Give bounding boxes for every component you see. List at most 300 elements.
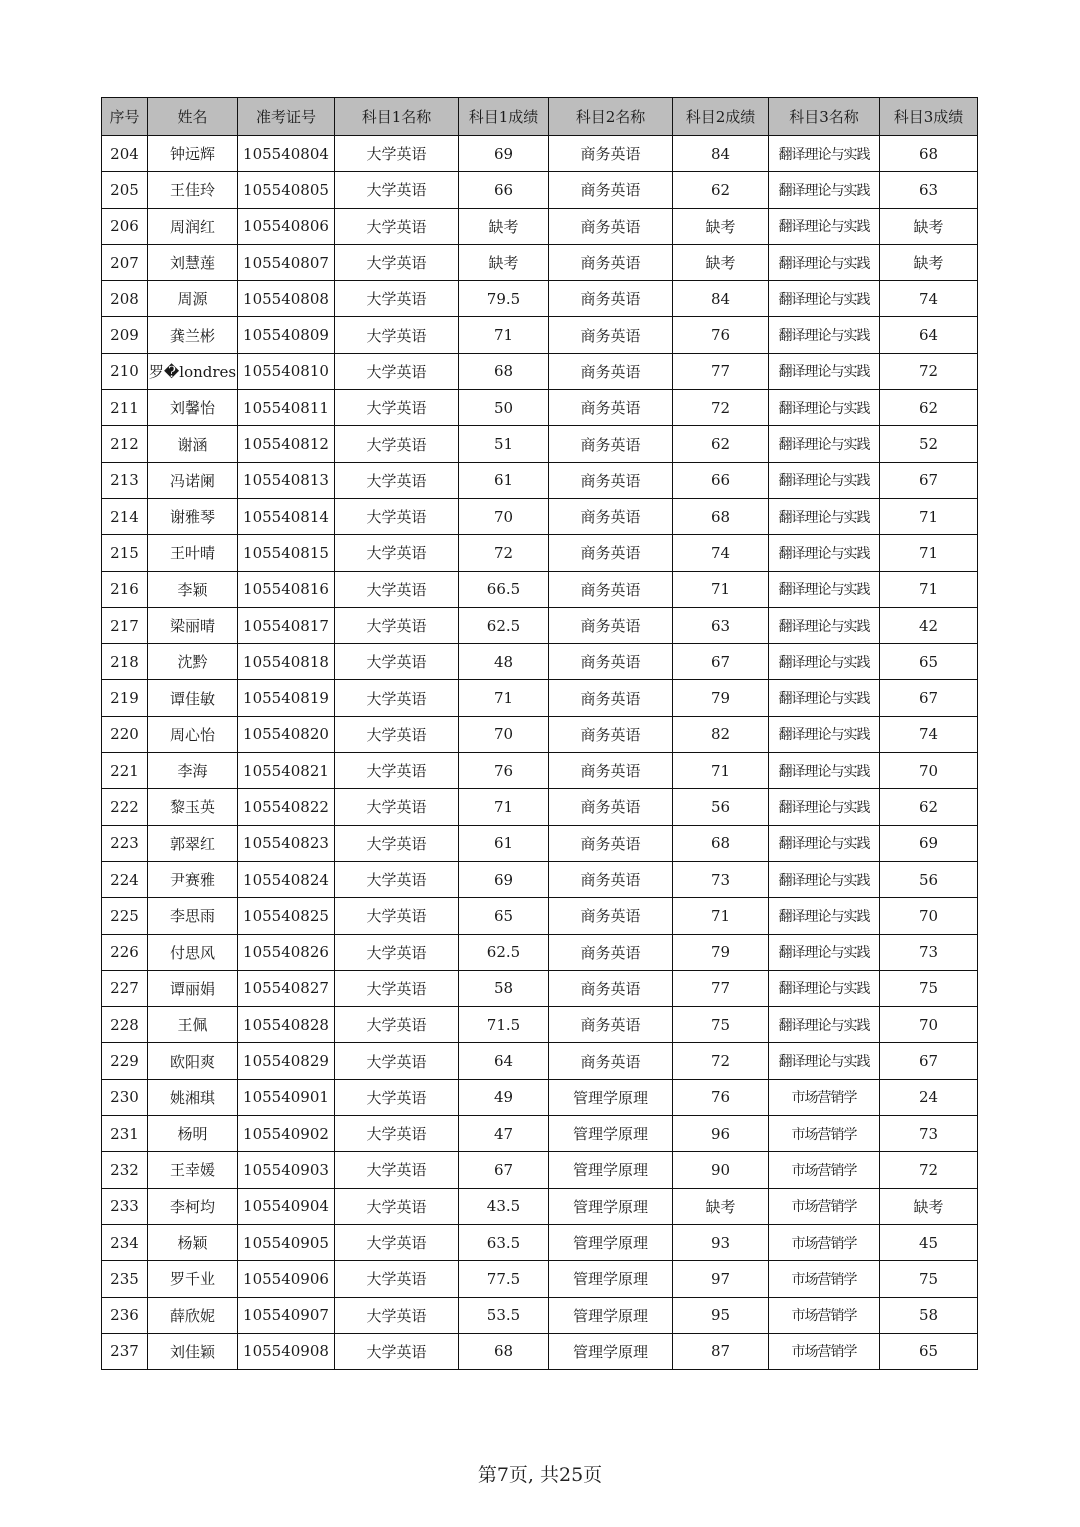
table-row	[102, 1297, 978, 1333]
subject3-score-cell: 70	[880, 1007, 978, 1043]
subject1-score-cell: 63.5	[459, 1224, 549, 1260]
subject1-score-cell: 66.5	[459, 571, 549, 607]
index-cell: 204	[102, 136, 148, 172]
subject2-name-cell: 管理学原理	[549, 1079, 673, 1115]
name-cell: 姚湘琪	[148, 1079, 238, 1115]
subject1-name-cell: 大学英语	[335, 1333, 459, 1369]
name-cell: 沈黔	[148, 644, 238, 680]
subject3-score-cell: 67	[880, 462, 978, 498]
subject3-name-cell: 市场营销学	[769, 1079, 880, 1115]
subject1-name-cell: 大学英语	[335, 317, 459, 353]
subject3-name-cell: 翻译理论与实践	[769, 498, 880, 534]
subject3-name-cell: 翻译理论与实践	[769, 1043, 880, 1079]
subject1-score-cell: 51	[459, 426, 549, 462]
index-cell: 225	[102, 898, 148, 934]
subject1-name-cell: 大学英语	[335, 1007, 459, 1043]
subject3-name-cell: 翻译理论与实践	[769, 426, 880, 462]
subject3-name-cell: 翻译理论与实践	[769, 898, 880, 934]
index-cell: 235	[102, 1261, 148, 1297]
index-cell: 207	[102, 244, 148, 280]
table-row	[102, 208, 978, 244]
table-row	[102, 1116, 978, 1152]
subject2-score-cell: 68	[673, 498, 769, 534]
subject3-score-cell: 71	[880, 535, 978, 571]
exam-id-cell: 105540824	[238, 861, 335, 897]
subject2-score-cell: 95	[673, 1297, 769, 1333]
name-cell: 王幸媛	[148, 1152, 238, 1188]
subject2-score-cell: 97	[673, 1261, 769, 1297]
table-row	[102, 934, 978, 970]
name-cell: 谢涵	[148, 426, 238, 462]
table-row	[102, 825, 978, 861]
subject3-score-cell: 42	[880, 607, 978, 643]
subject3-score-cell: 67	[880, 1043, 978, 1079]
subject1-name-cell: 大学英语	[335, 136, 459, 172]
subject2-score-cell: 87	[673, 1333, 769, 1369]
subject3-score-cell: 75	[880, 970, 978, 1006]
name-cell: 刘馨怡	[148, 390, 238, 426]
subject3-name-cell: 市场营销学	[769, 1188, 880, 1224]
subject1-score-cell: 缺考	[459, 208, 549, 244]
subject2-score-cell: 62	[673, 172, 769, 208]
subject1-score-cell: 76	[459, 753, 549, 789]
index-cell: 217	[102, 607, 148, 643]
subject3-name-cell: 翻译理论与实践	[769, 861, 880, 897]
index-cell: 223	[102, 825, 148, 861]
subject2-name-cell: 管理学原理	[549, 1188, 673, 1224]
subject1-name-cell: 大学英语	[335, 208, 459, 244]
subject1-name-cell: 大学英语	[335, 1079, 459, 1115]
subject2-name-cell: 商务英语	[549, 970, 673, 1006]
index-cell: 232	[102, 1152, 148, 1188]
table-row	[102, 281, 978, 317]
subject2-name-cell: 商务英语	[549, 753, 673, 789]
subject1-name-cell: 大学英语	[335, 1152, 459, 1188]
subject1-name-cell: 大学英语	[335, 281, 459, 317]
table-row	[102, 644, 978, 680]
subject3-score-cell: 63	[880, 172, 978, 208]
name-cell: 刘慧莲	[148, 244, 238, 280]
subject2-name-cell: 商务英语	[549, 1007, 673, 1043]
name-cell: 罗�londres	[148, 353, 238, 389]
subject2-name-cell: 管理学原理	[549, 1224, 673, 1260]
table-row	[102, 244, 978, 280]
subject2-name-cell: 商务英语	[549, 1043, 673, 1079]
subject2-score-cell: 67	[673, 644, 769, 680]
subject2-score-cell: 76	[673, 317, 769, 353]
subject1-score-cell: 77.5	[459, 1261, 549, 1297]
subject2-score-cell: 76	[673, 1079, 769, 1115]
index-cell: 211	[102, 390, 148, 426]
index-cell: 210	[102, 353, 148, 389]
subject2-name-cell: 商务英语	[549, 644, 673, 680]
subject2-name-cell: 商务英语	[549, 825, 673, 861]
table-row	[102, 136, 978, 172]
subject2-score-cell: 56	[673, 789, 769, 825]
subject2-name-cell: 管理学原理	[549, 1297, 673, 1333]
subject3-score-cell: 69	[880, 825, 978, 861]
subject1-score-cell: 68	[459, 1333, 549, 1369]
subject1-score-cell: 70	[459, 498, 549, 534]
exam-id-cell: 105540809	[238, 317, 335, 353]
header-cell-subject1-score: 科目1成绩	[459, 98, 549, 136]
subject1-score-cell: 71	[459, 789, 549, 825]
subject1-name-cell: 大学英语	[335, 498, 459, 534]
subject1-name-cell: 大学英语	[335, 753, 459, 789]
header-cell-index: 序号	[102, 98, 148, 136]
subject1-name-cell: 大学英语	[335, 825, 459, 861]
subject3-score-cell: 71	[880, 571, 978, 607]
subject3-name-cell: 市场营销学	[769, 1297, 880, 1333]
subject2-name-cell: 商务英语	[549, 244, 673, 280]
index-cell: 237	[102, 1333, 148, 1369]
exam-id-cell: 105540908	[238, 1333, 335, 1369]
subject3-score-cell: 67	[880, 680, 978, 716]
exam-id-cell: 105540821	[238, 753, 335, 789]
subject3-score-cell: 71	[880, 498, 978, 534]
subject2-score-cell: 66	[673, 462, 769, 498]
name-cell: 王叶晴	[148, 535, 238, 571]
table-row	[102, 571, 978, 607]
name-cell: 周润红	[148, 208, 238, 244]
subject1-name-cell: 大学英语	[335, 390, 459, 426]
subject3-name-cell: 市场营销学	[769, 1261, 880, 1297]
subject3-score-cell: 缺考	[880, 208, 978, 244]
table-row	[102, 1333, 978, 1369]
subject1-name-cell: 大学英语	[335, 1043, 459, 1079]
exam-id-cell: 105540817	[238, 607, 335, 643]
exam-id-cell: 105540826	[238, 934, 335, 970]
subject1-score-cell: 67	[459, 1152, 549, 1188]
name-cell: 王佳玲	[148, 172, 238, 208]
subject1-score-cell: 70	[459, 716, 549, 752]
subject2-name-cell: 管理学原理	[549, 1152, 673, 1188]
subject2-name-cell: 商务英语	[549, 535, 673, 571]
name-cell: 李海	[148, 753, 238, 789]
subject3-score-cell: 缺考	[880, 1188, 978, 1224]
name-cell: 李颖	[148, 571, 238, 607]
header-cell-subject3-name: 科目3名称	[769, 98, 880, 136]
subject3-score-cell: 24	[880, 1079, 978, 1115]
subject2-score-cell: 77	[673, 353, 769, 389]
name-cell: 谢雅琴	[148, 498, 238, 534]
index-cell: 231	[102, 1116, 148, 1152]
subject3-name-cell: 翻译理论与实践	[769, 353, 880, 389]
exam-id-cell: 105540905	[238, 1224, 335, 1260]
name-cell: 黎玉英	[148, 789, 238, 825]
table-row	[102, 1079, 978, 1115]
exam-id-cell: 105540805	[238, 172, 335, 208]
subject1-score-cell: 58	[459, 970, 549, 1006]
table-row	[102, 680, 978, 716]
subject3-name-cell: 翻译理论与实践	[769, 244, 880, 280]
index-cell: 218	[102, 644, 148, 680]
subject2-name-cell: 商务英语	[549, 281, 673, 317]
subject2-score-cell: 82	[673, 716, 769, 752]
subject3-score-cell: 73	[880, 1116, 978, 1152]
subject1-score-cell: 49	[459, 1079, 549, 1115]
subject3-name-cell: 翻译理论与实践	[769, 462, 880, 498]
subject2-score-cell: 缺考	[673, 208, 769, 244]
name-cell: 李柯均	[148, 1188, 238, 1224]
subject1-name-cell: 大学英语	[335, 1297, 459, 1333]
subject3-name-cell: 翻译理论与实践	[769, 390, 880, 426]
subject3-name-cell: 市场营销学	[769, 1152, 880, 1188]
exam-id-cell: 105540816	[238, 571, 335, 607]
name-cell: 杨颖	[148, 1224, 238, 1260]
subject1-score-cell: 53.5	[459, 1297, 549, 1333]
exam-id-cell: 105540807	[238, 244, 335, 280]
subject2-score-cell: 71	[673, 898, 769, 934]
subject2-score-cell: 68	[673, 825, 769, 861]
subject2-name-cell: 商务英语	[549, 462, 673, 498]
index-cell: 236	[102, 1297, 148, 1333]
index-cell: 229	[102, 1043, 148, 1079]
subject2-name-cell: 商务英语	[549, 898, 673, 934]
subject2-name-cell: 商务英语	[549, 571, 673, 607]
name-cell: 梁丽晴	[148, 607, 238, 643]
subject2-name-cell: 管理学原理	[549, 1116, 673, 1152]
header-cell-exam-id: 准考证号	[238, 98, 335, 136]
subject2-score-cell: 72	[673, 1043, 769, 1079]
table-row	[102, 1007, 978, 1043]
subject2-score-cell: 84	[673, 136, 769, 172]
subject1-name-cell: 大学英语	[335, 462, 459, 498]
table-row	[102, 607, 978, 643]
table-row	[102, 172, 978, 208]
subject2-name-cell: 商务英语	[549, 934, 673, 970]
subject1-name-cell: 大学英语	[335, 1261, 459, 1297]
subject1-score-cell: 缺考	[459, 244, 549, 280]
subject3-score-cell: 72	[880, 1152, 978, 1188]
subject2-score-cell: 缺考	[673, 1188, 769, 1224]
index-cell: 208	[102, 281, 148, 317]
exam-id-cell: 105540811	[238, 390, 335, 426]
subject1-name-cell: 大学英语	[335, 716, 459, 752]
exam-id-cell: 105540825	[238, 898, 335, 934]
subject3-score-cell: 65	[880, 1333, 978, 1369]
subject1-name-cell: 大学英语	[335, 1188, 459, 1224]
subject1-name-cell: 大学英语	[335, 970, 459, 1006]
exam-id-cell: 105540907	[238, 1297, 335, 1333]
index-cell: 206	[102, 208, 148, 244]
name-cell: 薛欣妮	[148, 1297, 238, 1333]
exam-id-cell: 105540906	[238, 1261, 335, 1297]
subject1-score-cell: 72	[459, 535, 549, 571]
score-table	[101, 97, 978, 1370]
name-cell: 尹赛雅	[148, 861, 238, 897]
subject3-name-cell: 翻译理论与实践	[769, 680, 880, 716]
subject3-name-cell: 翻译理论与实践	[769, 825, 880, 861]
exam-id-cell: 105540829	[238, 1043, 335, 1079]
subject2-name-cell: 商务英语	[549, 716, 673, 752]
subject2-score-cell: 84	[673, 281, 769, 317]
index-cell: 233	[102, 1188, 148, 1224]
name-cell: 付思风	[148, 934, 238, 970]
index-cell: 216	[102, 571, 148, 607]
name-cell: 杨明	[148, 1116, 238, 1152]
name-cell: 李思雨	[148, 898, 238, 934]
subject1-score-cell: 71	[459, 680, 549, 716]
subject1-score-cell: 62.5	[459, 607, 549, 643]
header-cell-subject2-score: 科目2成绩	[673, 98, 769, 136]
header-cell-subject3-score: 科目3成绩	[880, 98, 978, 136]
exam-id-cell: 105540827	[238, 970, 335, 1006]
subject2-name-cell: 管理学原理	[549, 1333, 673, 1369]
subject3-score-cell: 70	[880, 753, 978, 789]
subject2-score-cell: 96	[673, 1116, 769, 1152]
table-row	[102, 1261, 978, 1297]
subject2-score-cell: 74	[673, 535, 769, 571]
table-row	[102, 353, 978, 389]
header-cell-subject1-name: 科目1名称	[335, 98, 459, 136]
subject1-score-cell: 68	[459, 353, 549, 389]
index-cell: 221	[102, 753, 148, 789]
subject1-name-cell: 大学英语	[335, 898, 459, 934]
subject2-name-cell: 商务英语	[549, 317, 673, 353]
subject1-score-cell: 61	[459, 462, 549, 498]
table-row	[102, 535, 978, 571]
index-cell: 227	[102, 970, 148, 1006]
index-cell: 214	[102, 498, 148, 534]
subject2-name-cell: 商务英语	[549, 426, 673, 462]
table-row	[102, 898, 978, 934]
subject3-name-cell: 翻译理论与实践	[769, 789, 880, 825]
index-cell: 219	[102, 680, 148, 716]
subject3-name-cell: 翻译理论与实践	[769, 753, 880, 789]
subject1-score-cell: 64	[459, 1043, 549, 1079]
subject3-name-cell: 翻译理论与实践	[769, 970, 880, 1006]
index-cell: 213	[102, 462, 148, 498]
index-cell: 224	[102, 861, 148, 897]
subject2-score-cell: 71	[673, 571, 769, 607]
subject1-name-cell: 大学英语	[335, 172, 459, 208]
subject2-score-cell: 72	[673, 390, 769, 426]
subject1-score-cell: 71.5	[459, 1007, 549, 1043]
subject3-score-cell: 68	[880, 136, 978, 172]
subject3-name-cell: 翻译理论与实践	[769, 934, 880, 970]
exam-id-cell: 105540810	[238, 353, 335, 389]
header-cell-subject2-name: 科目2名称	[549, 98, 673, 136]
subject2-score-cell: 90	[673, 1152, 769, 1188]
exam-id-cell: 105540813	[238, 462, 335, 498]
subject1-name-cell: 大学英语	[335, 644, 459, 680]
subject2-name-cell: 商务英语	[549, 172, 673, 208]
subject3-name-cell: 翻译理论与实践	[769, 208, 880, 244]
subject2-score-cell: 73	[673, 861, 769, 897]
subject3-score-cell: 70	[880, 898, 978, 934]
exam-id-cell: 105540808	[238, 281, 335, 317]
subject1-score-cell: 62.5	[459, 934, 549, 970]
subject1-name-cell: 大学英语	[335, 1224, 459, 1260]
index-cell: 205	[102, 172, 148, 208]
subject3-name-cell: 翻译理论与实践	[769, 644, 880, 680]
subject1-score-cell: 43.5	[459, 1188, 549, 1224]
table-row	[102, 498, 978, 534]
subject3-score-cell: 64	[880, 317, 978, 353]
subject2-score-cell: 63	[673, 607, 769, 643]
table-row	[102, 1043, 978, 1079]
table-row	[102, 716, 978, 752]
index-cell: 226	[102, 934, 148, 970]
subject3-score-cell: 缺考	[880, 244, 978, 280]
page-number: 第7页, 共25页	[477, 1464, 603, 1486]
exam-id-cell: 105540804	[238, 136, 335, 172]
subject3-score-cell: 52	[880, 426, 978, 462]
subject1-name-cell: 大学英语	[335, 571, 459, 607]
subject3-score-cell: 75	[880, 1261, 978, 1297]
subject3-score-cell: 45	[880, 1224, 978, 1260]
index-cell: 212	[102, 426, 148, 462]
subject1-score-cell: 71	[459, 317, 549, 353]
table-row	[102, 789, 978, 825]
subject2-score-cell: 62	[673, 426, 769, 462]
subject3-name-cell: 翻译理论与实践	[769, 535, 880, 571]
subject1-score-cell: 61	[459, 825, 549, 861]
name-cell: 罗千业	[148, 1261, 238, 1297]
subject1-name-cell: 大学英语	[335, 680, 459, 716]
exam-id-cell: 105540901	[238, 1079, 335, 1115]
table-row	[102, 1224, 978, 1260]
subject1-score-cell: 65	[459, 898, 549, 934]
subject3-name-cell: 翻译理论与实践	[769, 571, 880, 607]
table-row	[102, 1188, 978, 1224]
subject3-name-cell: 市场营销学	[769, 1333, 880, 1369]
name-cell: 欧阳爽	[148, 1043, 238, 1079]
subject2-name-cell: 商务英语	[549, 607, 673, 643]
table-row	[102, 426, 978, 462]
subject3-name-cell: 翻译理论与实践	[769, 172, 880, 208]
index-cell: 220	[102, 716, 148, 752]
subject2-name-cell: 商务英语	[549, 861, 673, 897]
exam-id-cell: 105540822	[238, 789, 335, 825]
subject1-name-cell: 大学英语	[335, 789, 459, 825]
subject1-name-cell: 大学英语	[335, 244, 459, 280]
name-cell: 刘佳颖	[148, 1333, 238, 1369]
subject2-score-cell: 93	[673, 1224, 769, 1260]
subject3-score-cell: 56	[880, 861, 978, 897]
exam-id-cell: 105540828	[238, 1007, 335, 1043]
subject2-name-cell: 商务英语	[549, 208, 673, 244]
table-row	[102, 861, 978, 897]
subject3-name-cell: 市场营销学	[769, 1116, 880, 1152]
table-body	[102, 136, 978, 1370]
subject1-name-cell: 大学英语	[335, 934, 459, 970]
exam-id-cell: 105540819	[238, 680, 335, 716]
subject1-name-cell: 大学英语	[335, 353, 459, 389]
subject1-score-cell: 50	[459, 390, 549, 426]
index-cell: 222	[102, 789, 148, 825]
subject3-score-cell: 72	[880, 353, 978, 389]
subject2-score-cell: 79	[673, 680, 769, 716]
subject1-score-cell: 48	[459, 644, 549, 680]
subject2-name-cell: 商务英语	[549, 680, 673, 716]
subject1-score-cell: 69	[459, 136, 549, 172]
subject3-name-cell: 翻译理论与实践	[769, 136, 880, 172]
index-cell: 209	[102, 317, 148, 353]
name-cell: 王佩	[148, 1007, 238, 1043]
subject3-name-cell: 翻译理论与实践	[769, 281, 880, 317]
subject2-name-cell: 商务英语	[549, 390, 673, 426]
exam-id-cell: 105540806	[238, 208, 335, 244]
table-header-row	[102, 98, 978, 136]
table-row	[102, 970, 978, 1006]
subject1-score-cell: 47	[459, 1116, 549, 1152]
subject1-score-cell: 79.5	[459, 281, 549, 317]
subject2-name-cell: 商务英语	[549, 136, 673, 172]
exam-id-cell: 105540823	[238, 825, 335, 861]
subject1-score-cell: 66	[459, 172, 549, 208]
